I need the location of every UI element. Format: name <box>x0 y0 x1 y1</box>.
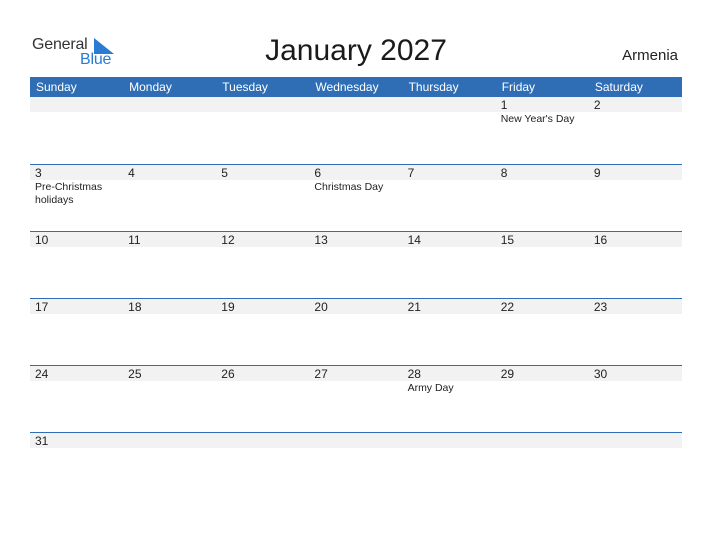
day-number: 28 <box>407 367 421 381</box>
day-cell <box>216 433 309 493</box>
day-cell <box>123 232 216 292</box>
day-number: 27 <box>314 367 328 381</box>
logo-general-text: General <box>32 36 88 53</box>
day-number: 10 <box>35 233 49 247</box>
day-number: 30 <box>593 367 608 381</box>
day-cell <box>309 97 402 157</box>
day-cell <box>30 433 123 493</box>
day-number: 26 <box>221 367 235 381</box>
day-number: 9 <box>593 166 601 180</box>
day-cell <box>123 97 216 157</box>
day-number: 18 <box>128 300 142 314</box>
day-number: 13 <box>314 233 328 247</box>
day-cell <box>589 366 682 426</box>
day-cell <box>309 232 402 292</box>
day-number: 4 <box>128 166 135 180</box>
day-cell <box>216 366 309 426</box>
day-number: 16 <box>593 233 608 247</box>
week-cells <box>30 165 682 225</box>
week-cells <box>30 97 682 157</box>
weeks-container <box>30 97 682 499</box>
day-cell <box>496 232 589 292</box>
day-cell <box>496 366 589 426</box>
day-cell <box>123 433 216 493</box>
day-cell <box>589 433 682 493</box>
day-cell <box>589 232 682 292</box>
holiday-label: Pre-Christmas holidays <box>35 181 103 206</box>
day-cell <box>216 165 309 225</box>
calendar-week <box>30 298 682 365</box>
day-cell <box>403 232 496 292</box>
calendar-week <box>30 432 682 499</box>
day-cell <box>496 165 589 225</box>
weekday-tuesday: Tuesday <box>222 80 268 94</box>
calendar-grid <box>30 77 682 499</box>
day-cell <box>30 366 123 426</box>
day-number: 5 <box>221 166 228 180</box>
day-number: 31 <box>35 434 49 448</box>
day-number: 6 <box>314 166 322 180</box>
day-cell <box>403 433 496 493</box>
calendar-week <box>30 365 682 432</box>
day-cell <box>496 97 589 157</box>
day-cell <box>30 299 123 359</box>
holiday-label: New Year's Day <box>500 113 575 125</box>
day-cell <box>30 232 123 292</box>
weekday-sunday: Sunday <box>36 80 77 94</box>
day-cell <box>123 299 216 359</box>
day-number: 19 <box>221 300 235 314</box>
day-cell <box>309 433 402 493</box>
day-number: 29 <box>500 367 515 381</box>
day-cell <box>30 97 123 157</box>
week-cells <box>30 299 682 359</box>
day-number: 24 <box>35 367 49 381</box>
holiday-label: Army Day <box>407 382 454 394</box>
day-cell <box>216 299 309 359</box>
logo-blue-text: Blue <box>80 51 112 68</box>
calendar-week <box>30 231 682 298</box>
day-cell <box>123 366 216 426</box>
week-cells <box>30 433 682 493</box>
day-number: 22 <box>500 300 515 314</box>
day-cell <box>496 433 589 493</box>
day-cell <box>403 165 496 225</box>
day-number: 3 <box>35 166 42 180</box>
weekday-saturday: Saturday <box>594 80 643 94</box>
day-number: 7 <box>407 166 415 180</box>
day-number: 15 <box>500 233 515 247</box>
holiday-label: Christmas Day <box>314 181 384 193</box>
weekday-header <box>30 77 682 97</box>
day-cell <box>309 299 402 359</box>
day-number: 11 <box>128 233 141 247</box>
calendar-title: January 2027 <box>265 34 447 67</box>
day-cell <box>403 299 496 359</box>
calendar-week <box>30 97 682 164</box>
day-number: 8 <box>500 166 508 180</box>
day-cell <box>309 165 402 225</box>
day-number: 2 <box>593 98 601 112</box>
day-cell <box>216 232 309 292</box>
day-number: 14 <box>407 233 421 247</box>
day-number: 12 <box>221 233 235 247</box>
weekday-thursday: Thursday <box>408 80 459 94</box>
country-label: Armenia <box>622 47 678 64</box>
day-number: 23 <box>593 300 608 314</box>
weekday-friday: Friday <box>501 80 536 94</box>
week-cells <box>30 232 682 292</box>
day-cell <box>216 97 309 157</box>
day-cell <box>589 165 682 225</box>
weekday-monday: Monday <box>129 80 172 94</box>
day-number: 25 <box>128 367 142 381</box>
day-cell <box>123 165 216 225</box>
day-cell <box>30 165 123 225</box>
day-number: 1 <box>500 98 508 112</box>
weekday-wednesday: Wednesday <box>315 80 379 94</box>
day-cell <box>589 299 682 359</box>
week-cells <box>30 366 682 426</box>
day-cell <box>496 299 589 359</box>
day-cell <box>403 366 496 426</box>
day-number: 21 <box>407 300 421 314</box>
calendar-week <box>30 164 682 231</box>
day-number: 17 <box>35 300 49 314</box>
day-cell <box>309 366 402 426</box>
day-number: 20 <box>314 300 328 314</box>
day-cell <box>589 97 682 157</box>
day-cell <box>403 97 496 157</box>
